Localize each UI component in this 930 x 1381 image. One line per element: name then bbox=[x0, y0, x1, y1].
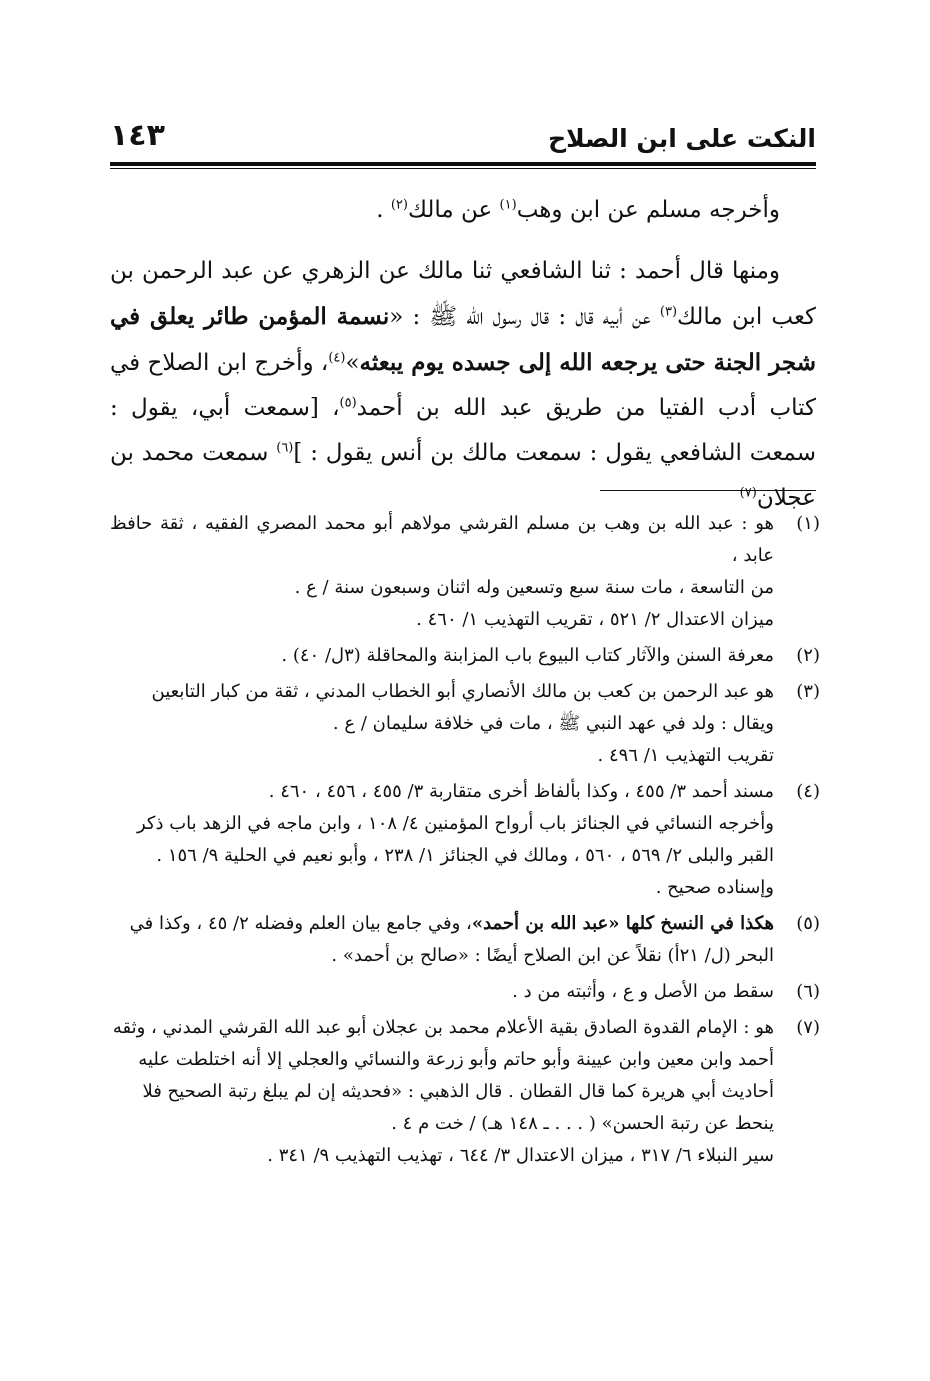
footnote-line: البحر (ل/ ٢١أ) نقلاً عن ابن الصلاح أيضًا : «صالح بن أحمد» . bbox=[331, 945, 774, 966]
text-run: عن مالك bbox=[407, 197, 500, 223]
footnote-number: (٦) bbox=[796, 981, 820, 1002]
text-run: عن أبيه قال : قال رسول الله ﷺ : « bbox=[389, 304, 660, 330]
footnote-line: تقريب التهذيب ١/ ٤٩٦ . bbox=[597, 745, 774, 766]
footnote-line: معرفة السنن والآثار كتاب البيوع باب المزابنة والمحاقلة (٣ل/ ٤٠) . bbox=[281, 645, 774, 666]
footnote-bold-lead: هكذا في النسخ كلها «عبد الله بن أحمد» bbox=[471, 913, 774, 934]
footnote-7 bbox=[110, 1012, 820, 1172]
footnote-line: مسند أحمد ٣/ ٤٥٥ ، وكذا بألفاظ أخرى متقاربة ٣/ ٤٥٥ ، ٤٥٦ ، ٤٦٠ . bbox=[268, 781, 774, 802]
footnote-4 bbox=[110, 776, 820, 904]
footnote-5 bbox=[110, 908, 820, 972]
footnote-line: ويقال : ولد في عهد النبي ﷺ ، مات في خلافة سليمان / ع . bbox=[332, 713, 774, 734]
footnote-line: أحاديث أبي هريرة كما قال القطان . قال الذهبي : «فحديثه إن لم يبلغ رتبة الصحيح فلا bbox=[142, 1081, 774, 1102]
footnote-number: (٧) bbox=[796, 1017, 820, 1038]
footnote-line: هو : عبد الله بن وهب بن مسلم القرشي مولاهم أبو محمد المصري الفقيه ، ثقة حافظ عابد ، bbox=[110, 513, 774, 566]
header-rule bbox=[110, 162, 816, 169]
footnote-1 bbox=[110, 508, 820, 636]
text-run: » bbox=[345, 350, 360, 376]
footnote-line: من التاسعة ، مات سنة سبع وتسعين وله اثنان وسبعون سنة / ع . bbox=[294, 577, 774, 598]
footnote-line: وإسناده صحيح . bbox=[655, 877, 774, 898]
footnote-line: سقط من الأصل و ع ، وأثبته من د . bbox=[512, 981, 774, 1002]
text-run: ، وأخرج ابن الصلاح في كتاب أدب الفتيا من طريق عبد الله بن أحمد bbox=[110, 350, 816, 421]
footnote-line: هو : الإمام القدوة الصادق بقية الأعلام محمد بن عجلان أبو عبد الله القرشي المدني ، وثقه bbox=[112, 1017, 774, 1038]
footnote-line: ميزان الاعتدال ٢/ ٥٢١ ، تقريب التهذيب ١/ ٤٦٠ . bbox=[416, 609, 774, 630]
footnote-number: (٢) bbox=[796, 645, 820, 666]
footnote-text: ، وفي جامع بيان العلم وفضله ٢/ ٤٥ ، وكذا في bbox=[129, 913, 472, 934]
hadith-text: نسمة المؤمن طائر يعلق في شجر الجنة حتى يرجعه الله إلى جسده يوم يبعثه bbox=[110, 303, 816, 376]
footnote-6 bbox=[110, 976, 820, 1008]
footnote-ref: (١) bbox=[499, 197, 517, 213]
paragraph-1 bbox=[110, 188, 816, 233]
footnote-separator bbox=[600, 490, 816, 491]
footnote-ref: (٤) bbox=[328, 350, 346, 366]
running-header bbox=[110, 118, 816, 162]
footnote-line bbox=[110, 908, 774, 940]
footnote-number: (٥) bbox=[796, 913, 820, 934]
footnote-line: وأخرجه النسائي في الجنائز باب أرواح المؤمنين ٤/ ١٠٨ ، وابن ماجه في الزهد باب ذكر bbox=[136, 813, 774, 834]
paragraph-2 bbox=[110, 249, 816, 521]
footnote-line: القبر والبلى ٢/ ٥٦٩ ، ٥٦٠ ، ومالك في الجنائز ١/ ٢٣٨ ، وأبو نعيم في الحلية ٩/ ١٥٦ . bbox=[156, 845, 774, 866]
footnote-ref: (٧) bbox=[739, 485, 757, 501]
text-run: ، [سمعت أبي، يقول : سمعت الشافعي يقول : سمعت مالك بن أنس يقول : ] bbox=[110, 395, 816, 466]
footnote-number: (١) bbox=[796, 513, 820, 534]
text-run: ومنها قال أحمد : ثنا الشافعي ثنا مالك عن الزهري عن عبد الرحمن بن كعب ابن مالك bbox=[110, 258, 816, 330]
footnote-ref: (٣) bbox=[659, 304, 678, 320]
footnote-ref: (٥) bbox=[339, 395, 357, 411]
footnote-line: أحمد وابن معين وابن عيينة وأبو حاتم وأبو زرعة والنسائي والعجلي إلا أنه اختلطت عليه bbox=[138, 1049, 774, 1070]
footnote-line: سير النبلاء ٦/ ٣١٧ ، ميزان الاعتدال ٣/ ٦٤٤ ، تهذيب التهذيب ٩/ ٣٤١ . bbox=[267, 1145, 774, 1166]
running-title: النكت على ابن الصلاح bbox=[548, 124, 816, 153]
footnote-ref: (٦) bbox=[276, 440, 294, 456]
footnote-3 bbox=[110, 676, 820, 772]
footnote-2 bbox=[110, 640, 820, 672]
text-run: وأخرجه مسلم عن ابن وهب bbox=[516, 197, 780, 223]
main-text bbox=[110, 188, 816, 521]
footnotes bbox=[110, 508, 820, 1176]
footnote-line: ينحط عن رتبة الحسن» ( . . . ـ ١٤٨ هـ) / خت م ٤ . bbox=[391, 1113, 774, 1134]
footnote-line: هو عبد الرحمن بن كعب بن مالك الأنصاري أبو الخطاب المدني ، ثقة من كبار التابعين bbox=[151, 681, 774, 702]
footnote-number: (٤) bbox=[796, 781, 820, 802]
text-run: . bbox=[376, 197, 391, 223]
footnote-number: (٣) bbox=[796, 681, 820, 702]
footnote-ref: (٢) bbox=[390, 197, 408, 213]
text-run: سمعت محمد بن عجلان bbox=[110, 440, 816, 511]
page-number: ١٤٣ bbox=[110, 118, 165, 153]
